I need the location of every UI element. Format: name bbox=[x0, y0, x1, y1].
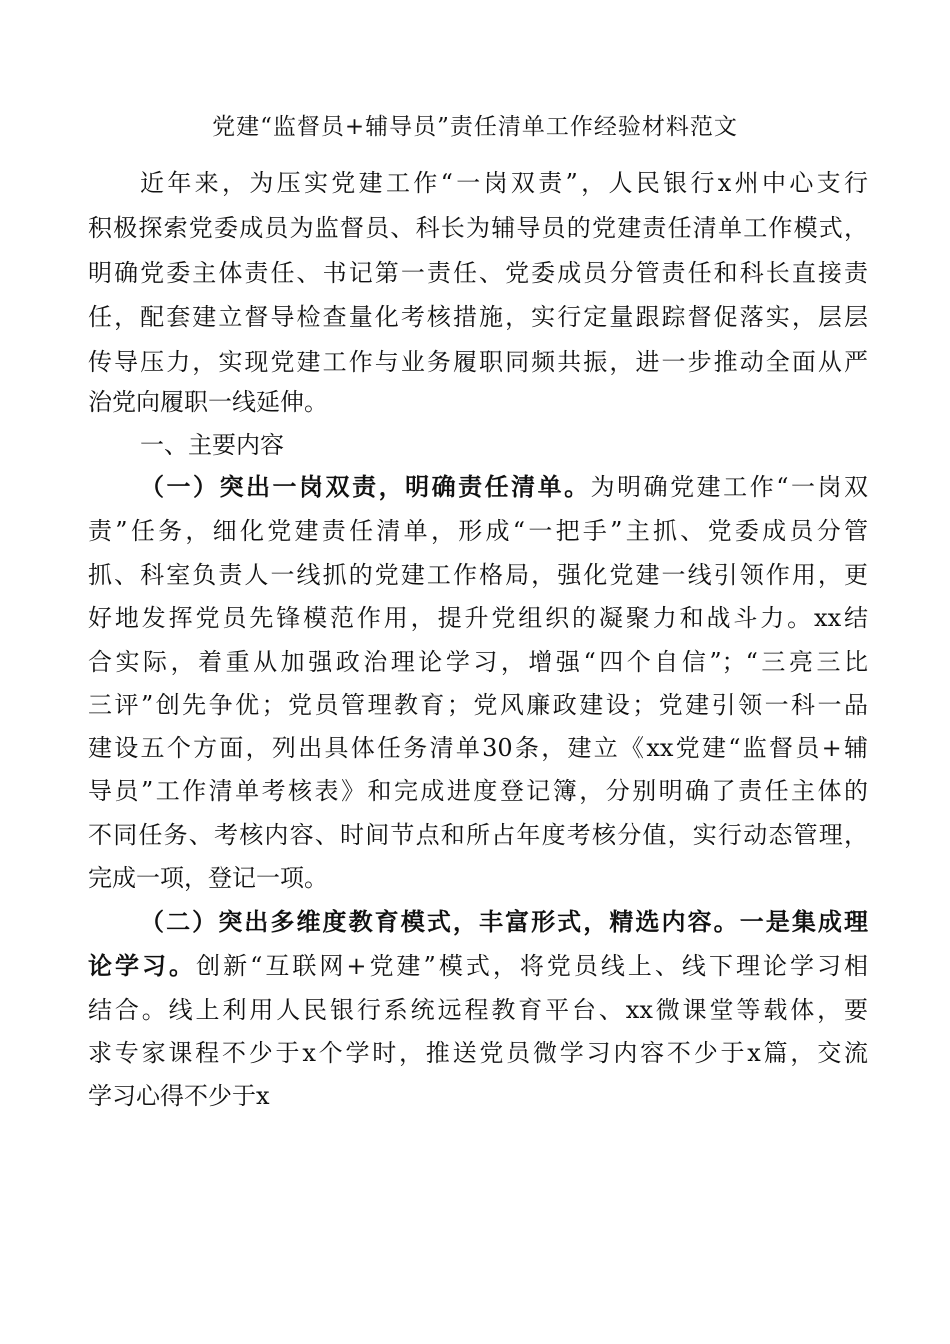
subsection-text: 为明确党建工作“一岗双 bbox=[590, 473, 868, 501]
document-title: 党建“监督员+辅导员”责任清单工作经验材料范文 bbox=[212, 114, 738, 140]
paragraph-line: 抓、科室负责人一线抓的党建工作格局，强化党建一线引领作用，更 bbox=[88, 561, 868, 589]
section-heading: 一、主要内容 bbox=[140, 431, 284, 459]
paragraph-line: 导员”工作清单考核表》和完成进度登记簿，分别明确了责任主体的 bbox=[88, 777, 868, 805]
paragraph-line: 结合。线上利用人民银行系统远程教育平台、xx微课堂等载体，要 bbox=[88, 996, 868, 1024]
paragraph-line: 学习心得不少于x bbox=[88, 1082, 270, 1110]
paragraph-line: 合实际，着重从加强政治理论学习，增强“四个自信”；“三亮三比 bbox=[88, 648, 868, 676]
paragraph-line: 近年来，为压实党建工作“一岗双责”，人民银行x州中心支行 bbox=[140, 169, 868, 197]
paragraph-line: 不同任务、考核内容、时间节点和所占年度考核分值，实行动态管理， bbox=[88, 821, 868, 849]
paragraph-line: 三评”创先争优；党员管理教育；党风廉政建设；党建引领一科一品 bbox=[88, 691, 868, 719]
paragraph-line: 责”任务，细化党建责任清单，形成“一把手”主抓、党委成员分管 bbox=[88, 517, 868, 545]
paragraph-line: 好地发挥党员先锋模范作用，提升党组织的凝聚力和战斗力。xx结 bbox=[88, 604, 868, 632]
subsection-line bbox=[140, 905, 868, 939]
subsection-heading: （一）突出一岗双责，明确责任清单。 bbox=[140, 472, 591, 501]
paragraph-line: 完成一项，登记一项。 bbox=[88, 864, 328, 892]
paragraph-line: 求专家课程不少于x个学时，推送党员微学习内容不少于x篇，交流 bbox=[88, 1039, 868, 1067]
inline-bold-phrase: 论学习。 bbox=[88, 951, 197, 980]
subsection-line bbox=[140, 470, 868, 504]
paragraph-line: 治党向履职一线延伸。 bbox=[88, 388, 328, 416]
paragraph-line: 任，配套建立督导检查量化考核措施，实行定量跟踪督促落实，层层 bbox=[88, 303, 868, 331]
paragraph-line: 积极探索党委成员为监督员、科长为辅导员的党建责任清单工作模式， bbox=[88, 214, 868, 242]
paragraph-line: 建设五个方面，列出具体任务清单30条，建立《xx党建“监督员+辅 bbox=[88, 734, 868, 762]
subsection-heading: （二）突出多维度教育模式，丰富形式，精选内容。一是集成理 bbox=[140, 907, 868, 936]
paragraph-line: 明确党委主体责任、书记第一责任、党委成员分管责任和科长直接责 bbox=[88, 259, 868, 287]
inline-text: 创新“互联网+党建”模式，将党员线上、线下理论学习相 bbox=[196, 952, 869, 980]
paragraph-line: 传导压力，实现党建工作与业务履职同频共振，进一步推动全面从严 bbox=[88, 348, 868, 376]
paragraph-line bbox=[88, 949, 868, 983]
